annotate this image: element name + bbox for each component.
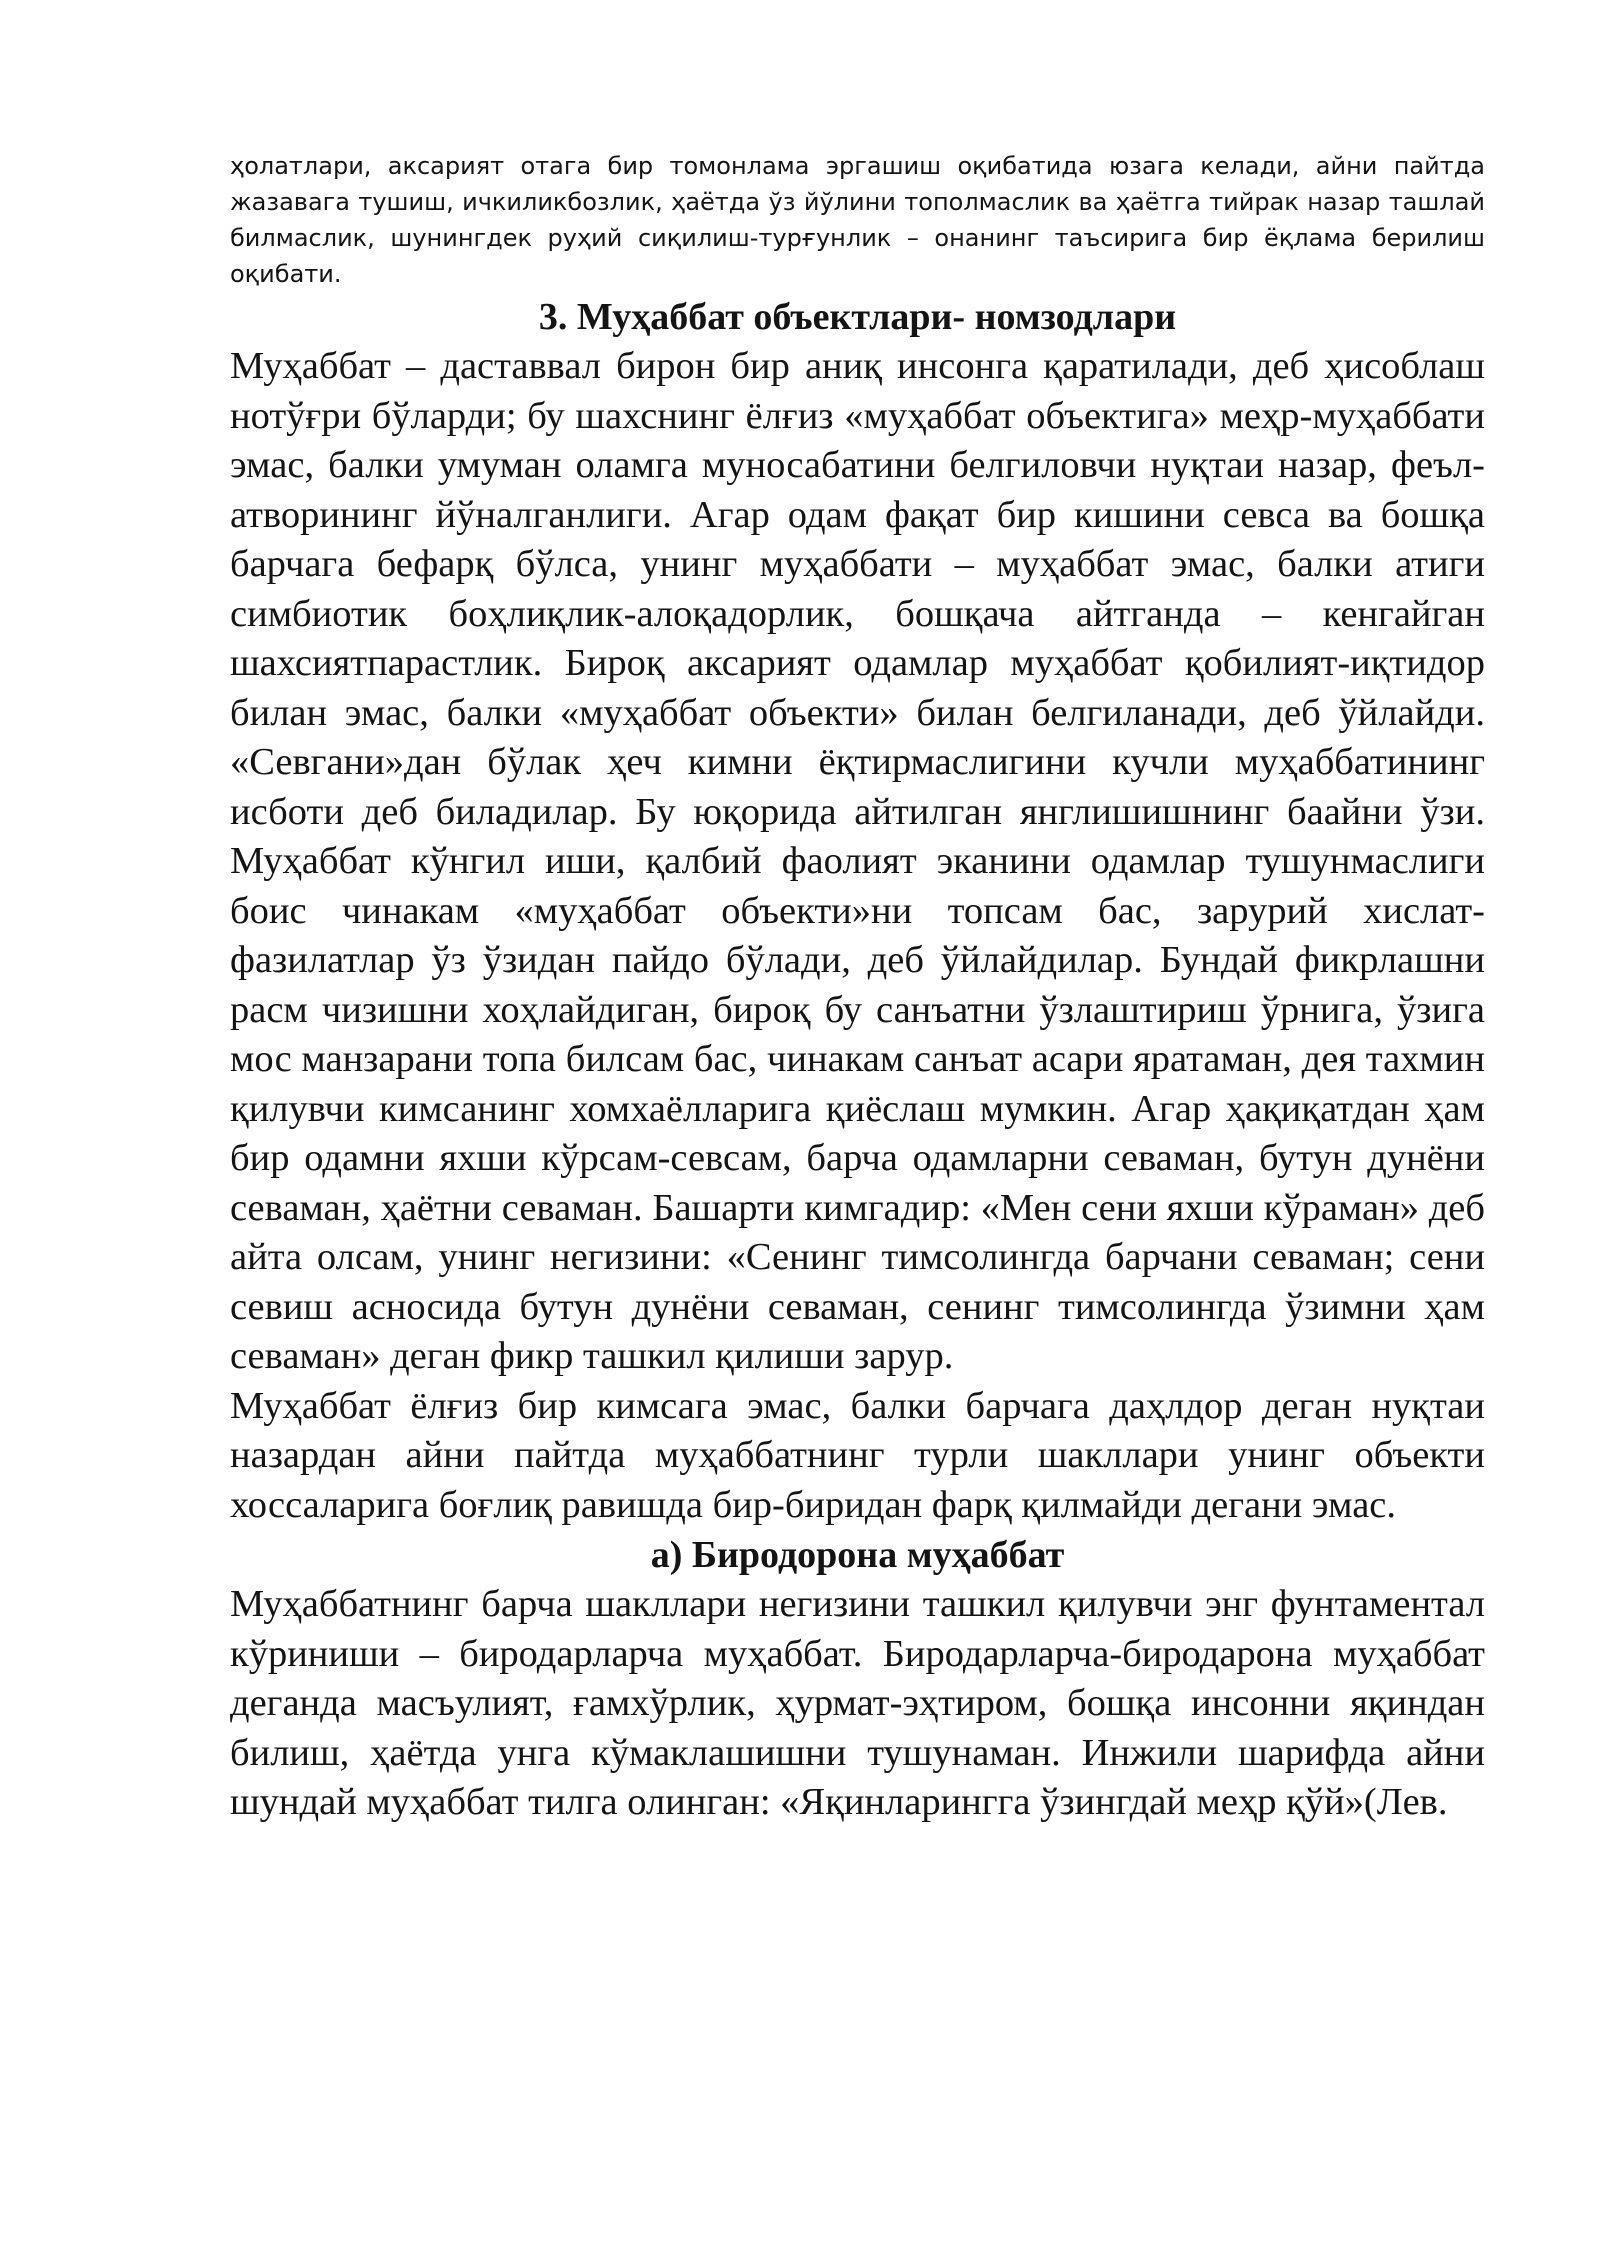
subsection-heading: а) Биродорона муҳаббат — [650, 1534, 1065, 1576]
body-paragraph-3: Муҳаббатнинг барча шакллари негизини ташкил қилувчи энг фунтаментал кўриниши – биродарларча муҳаббат. Биродарларча-биродарона муҳаббат деганда масъулият, ғамхўрлик, ҳурмат-эҳтиром, бошқа инсонни яқиндан билиш, ҳаётда унга кўмаклашишни тушунаман. Инжили шарифда айни шундай муҳаббат тилга олинган: «Яқинларингга ўзингдай меҳр қўй»(Лев. — [230, 1583, 1485, 1823]
section-heading: 3. Муҳаббат объектлари- номзодлари — [538, 296, 1177, 338]
body-paragraph-2: Муҳаббат ёлғиз бир кимсага эмас, балки барчага даҳлдор деган нуқтаи назардан айни пайтда муҳаббатнинг турли шакллари унинг объекти хоссаларига боғлиқ равишда бир-биридан фарқ қилмайди дегани эмас. — [230, 1384, 1485, 1526]
document-page — [230, 148, 1485, 1828]
body-paragraph-1: Муҳаббат – даставвал бирон бир аниқ инсонга қаратилади, деб ҳисоблаш нотўғри бўларди; бу шахснинг ёлғиз «муҳаббат объектига» меҳр-муҳаббати эмас, балки умуман оламга муносабатини белгиловчи нуқтаи назар, феъл-атворининг йўналганлиги. Агар одам фақат бир кишини севса ва бошқа барчага бефарқ бўлса, унинг муҳаббати – муҳаббат эмас, балки атиги симбиотик боҳлиқлик-алоқадорлик, бошқача айтганда – кенгайган шахсиятпарастлик. Бироқ аксарият одамлар муҳаббат қобилият-иқтидор билан эмас, балки «муҳаббат объекти» билан белгиланади, деб ўйлайди. «Севгани»дан бўлак ҳеч кимни ёқтирмаслигини кучли муҳаббатининг исботи деб биладилар. Бу юқорида айтилган янглишишнинг баайни ўзи. Муҳаббат кўнгил иши, қалбий фаолият эканини одамлар тушунмаслиги боис чинакам «муҳаббат объекти»ни топсам бас, зарурий хислат-фазилатлар ўз ўзидан пайдо бўлади, деб ўйлайдилар. Бундай фикрлашни расм чизишни хоҳлайдиган, бироқ бу санъатни ўзлаштириш ўрнига, ўзига мос манзарани топа билсам бас, чинакам санъат асари яратаман, дея тахмин қилувчи кимсанинг хомхаёлларига қиёслаш мумкин. Агар ҳақиқатдан ҳам бир одамни яхши кўрсам-севсам, барча одамларни севаман, бутун дунёни севаман, ҳаётни севаман. Башарти кимгадир: «Мен сени яхши кўраман» деб айта олсам, унинг негизини: «Сенинг тимсолингда барчани севаман; сени севиш асносида бутун дунёни севаман, сенинг тимсолингда ўзимни ҳам севаман» деган фикр ташкил қилиши зарур. — [230, 345, 1485, 1377]
intro-paragraph: ҳолатлари, аксарият отага бир томонлама эргашиш оқибатида юзага келади, айни пайтда жазавага тушиш, ичкиликбозлик, ҳаётда ўз йўлини тополмаслик ва ҳаётга тийрак назар ташлай билмаслик, шунингдек руҳий сиқилиш-турғунлик – онанинг таъсирига бир ёқлама берилиш оқибати. — [230, 152, 1485, 288]
